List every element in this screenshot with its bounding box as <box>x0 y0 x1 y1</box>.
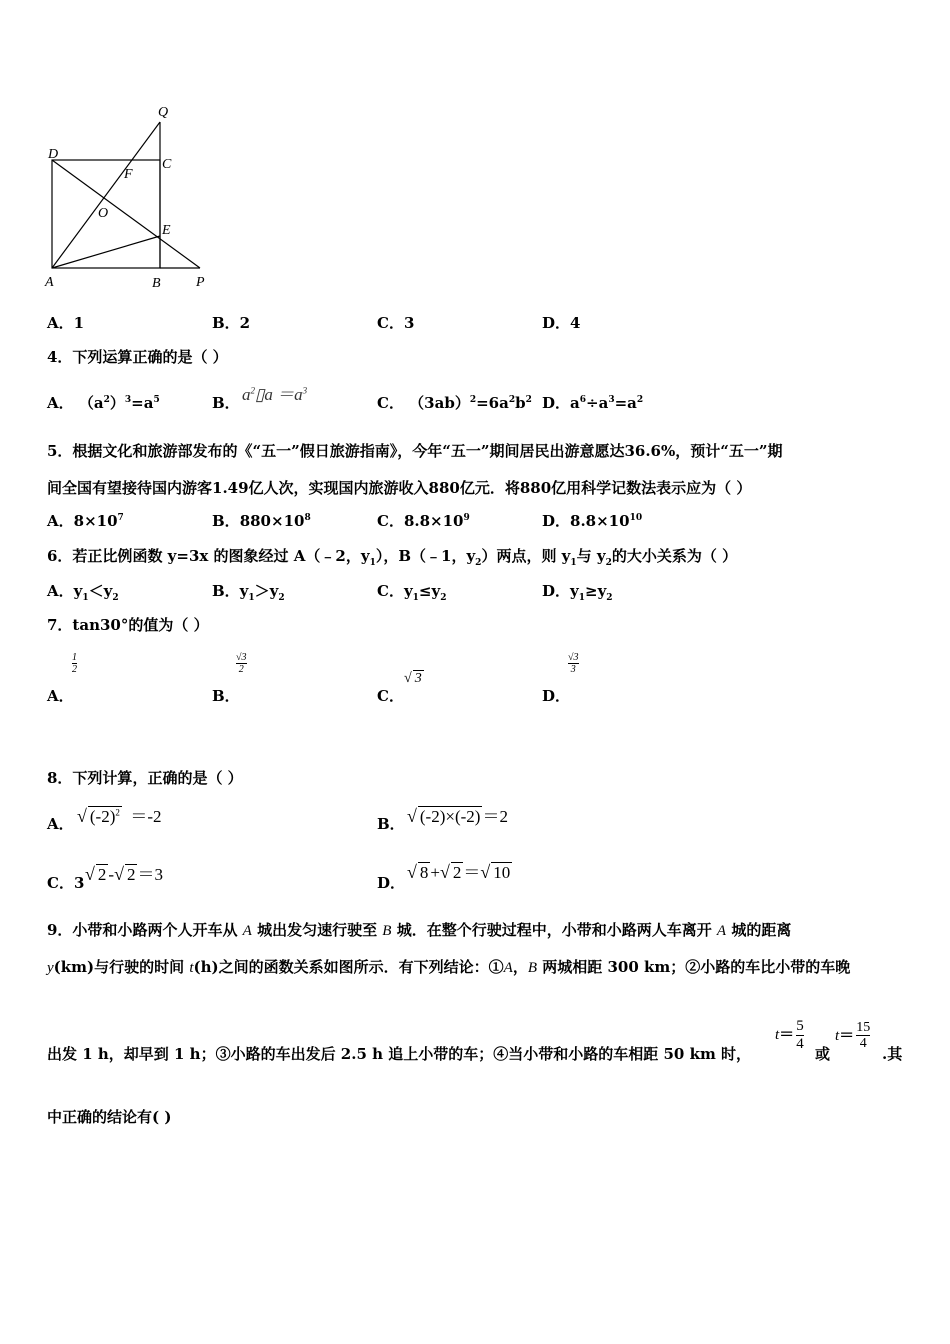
q8-option-a-label: A． <box>47 815 74 833</box>
point-label-q: Q <box>158 105 169 120</box>
q4-stem: 4．下列运算正确的是（ ） <box>47 348 228 366</box>
q9-stem-line4: 中正确的结论有( ) <box>47 1108 172 1126</box>
point-label-f: F <box>124 167 133 182</box>
q7-option-d-label: D． <box>542 687 571 705</box>
q3-option-d: D．4 <box>542 314 581 332</box>
q8-option-c-label: C．3 <box>47 874 85 892</box>
q8-option-d-label: D． <box>377 874 406 892</box>
q6-option-b: B．$y_1>y_2$ <box>212 582 285 603</box>
q7-stem: 7．tan30°的值为（ ） <box>47 616 209 634</box>
q5-stem-line1: 5．根据文化和旅游部发布的《“五一”假日旅游指南》，今年“五一”期间居民出游意愿达36.6%，预计“五一”期 <box>47 442 783 460</box>
q5-option-d: D．$8.8\times 10^{10}$ <box>542 512 643 530</box>
point-label-a: A <box>45 275 54 290</box>
q5-option-a: A．$8\times 10^7$ <box>47 512 124 530</box>
q7-option-b-frac: $\frac{√3}{2}$ <box>236 652 247 675</box>
q8-option-b-expr: √ (-2)×(-2) ＝2 <box>407 806 508 826</box>
point-label-d: D <box>48 147 59 162</box>
q4-option-a: A． $(a^2)^3=a^5$ <box>47 394 160 412</box>
q9-stem-line2: y(km)与行驶的时间 t(h)之间的函数关系如图所示．有下列结论：①A，B 两城相距 300 km；②小路的车比小带的车晚 <box>47 958 851 976</box>
q9-or: 或 <box>815 1045 831 1063</box>
point-label-b: B <box>152 276 161 291</box>
q7-option-b-label: B． <box>212 687 240 705</box>
q9-fraction-5-4: t＝ $\frac{5}{4}$ <box>775 1018 804 1052</box>
q7-option-a-label: A． <box>47 687 74 705</box>
q7-option-c-label: C． <box>377 687 404 705</box>
q9-stem-line3: 出发 1 h，却早到 1 h；③小路的车出发后 2.5 h 追上小带的车；④当小带和小路的车相距 50 km 时， <box>47 1045 752 1063</box>
q6-option-a: A．$y_1<y_2$ <box>47 582 119 603</box>
q5-option-b: B．$880\times 10^8$ <box>212 512 311 530</box>
q8-option-b-label: B． <box>377 815 405 833</box>
point-label-o: O <box>98 206 109 221</box>
q3-option-c: C．3 <box>377 314 415 332</box>
q4-option-d: D．$a^6\div a^3=a^2$ <box>542 394 644 412</box>
q6-option-d: D．$y_1\ge y_2$ <box>542 582 613 603</box>
q4-option-b-label: B． <box>212 394 240 412</box>
q9-stem-line1: 9．小带和小路两个人开车从 A 城出发匀速行驶至 B 城．在整个行驶过程中，小带和小路两人车离开 A 城的距离 <box>47 921 792 939</box>
q3-option-b: B．2 <box>212 314 251 332</box>
geometry-figure <box>40 100 220 295</box>
q5-option-c: C．$8.8\times 10^9$ <box>377 512 470 530</box>
q8-option-c-expr: √ 2 -√ 2 ＝3 <box>85 864 163 884</box>
q7-option-c-expr: √ 3 <box>404 671 422 686</box>
point-label-e: E <box>162 223 171 238</box>
q8-option-d-expr: √ 8 +√ 2 ＝√ 10 <box>407 862 511 882</box>
point-label-p: P <box>196 275 205 290</box>
point-label-c: C <box>162 157 172 172</box>
q3-option-a: A．1 <box>47 314 85 332</box>
q4-option-c: C． $(3ab)^2=6a^2b^2$ <box>377 394 532 412</box>
q7-option-d-frac: $\frac{√3}{3}$ <box>568 652 579 675</box>
q4-option-b-expr: $a^2▯a =a^3$ <box>242 385 308 404</box>
line-ae <box>52 236 160 268</box>
q9-line3-end: .其 <box>882 1045 903 1063</box>
q8-stem: 8．下列计算，正确的是（ ） <box>47 769 243 787</box>
q5-stem-line2: 间全国有望接待国内游客1.49亿人次，实现国内旅游收入880亿元．将880亿用科学记数法表示应为（ ） <box>47 479 752 497</box>
q8-option-a-expr: √ $(-2)^2 =-2$ <box>77 806 162 826</box>
q7-option-a-frac: $\frac{1}{2}$ <box>72 652 77 675</box>
q6-stem: 6．若正比例函数 y=3x 的图象经过 A（﹣2，$y_1$），B（﹣1，$y_2$）两点，则 $y_1$与 $y_2$的大小关系为（ ） <box>47 547 738 568</box>
q9-fraction-15-4: t＝ $\frac{15}{4}$ <box>835 1020 871 1052</box>
q6-option-c: C．$y_1\le y_2$ <box>377 582 447 603</box>
line-aq <box>52 122 160 268</box>
